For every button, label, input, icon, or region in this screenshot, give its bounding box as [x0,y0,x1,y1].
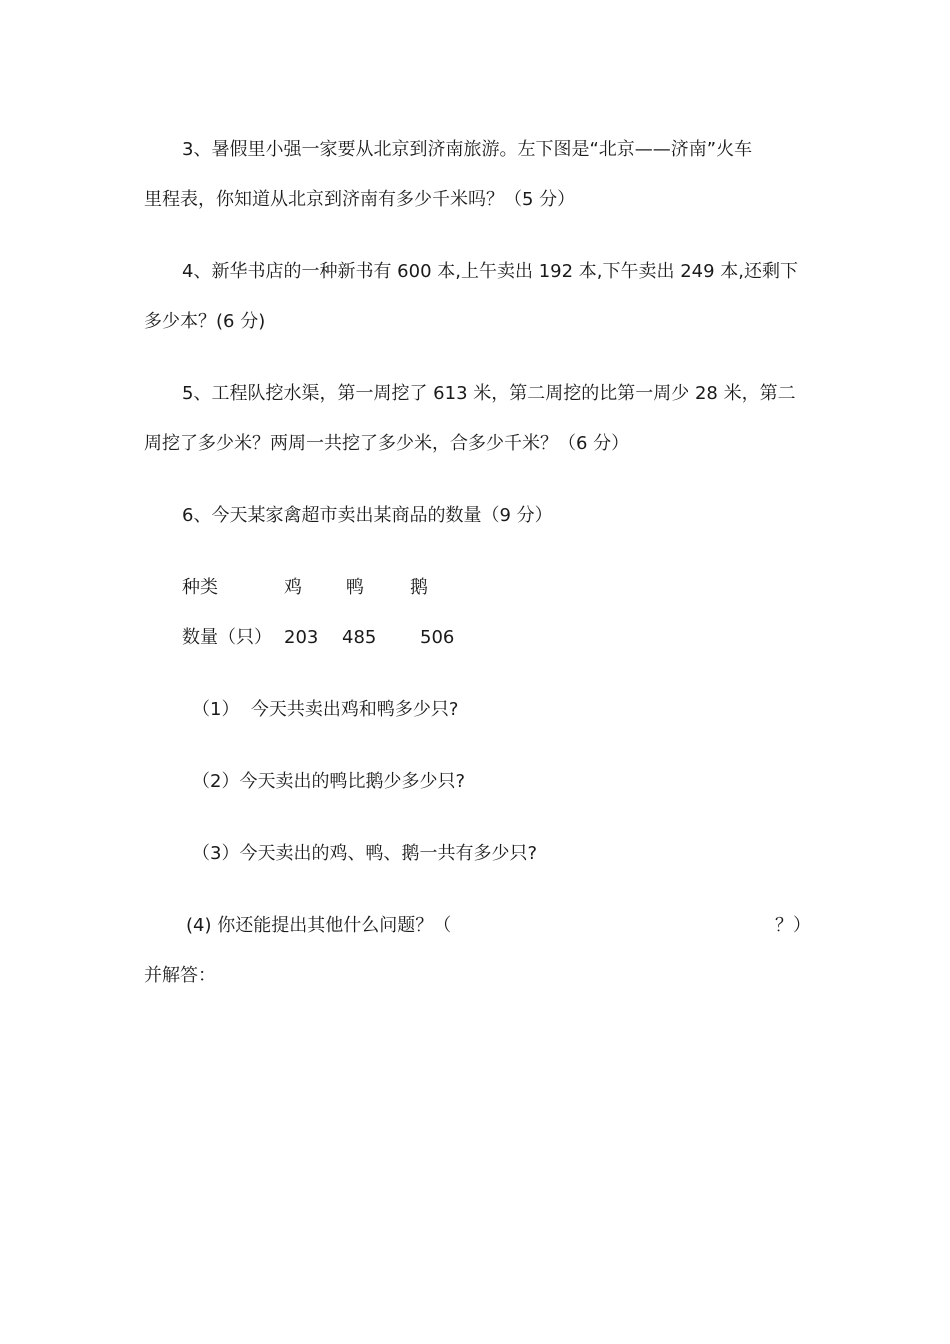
sub-question-2: （2）今天卖出的鸭比鹅少多少只? [192,771,466,792]
sub-question-4-answer-prompt: 并解答： [144,965,216,986]
question-4-line-1: 4、新华书店的一种新书有 600 本,上午卖出 192 本,下午卖出 249 本,还剩下 [182,261,799,282]
question-3-line-1: 3、暑假里小强一家要从北京到济南旅游。左下图是“北京——济南”火车 [182,139,753,160]
table-count-duck: 485 [342,627,377,648]
table-count-goose: 506 [420,627,455,648]
table-header-kind: 种类 [182,577,218,598]
table-kind-duck: 鸭 [346,577,364,598]
question-6-title: 6、今天某家禽超市卖出某商品的数量（9 分） [182,505,553,526]
table-kind-chicken: 鸡 [284,577,302,598]
question-5-line-1: 5、工程队挖水渠，第一周挖了 613 米，第二周挖的比第一周少 28 米，第二 [182,383,796,404]
question-4-line-2: 多少本？(6 分) [144,311,266,332]
table-header-count: 数量（只） [182,627,272,648]
sub-question-4-end: ？） [775,915,811,936]
question-3-line-2: 里程表，你知道从北京到济南有多少千米吗？（5 分） [144,189,576,210]
question-5-line-2: 周挖了多少米？两周一共挖了多少米，合多少千米？（6 分） [144,433,630,454]
sub-question-1: （1） 今天共卖出鸡和鸭多少只? [192,699,459,720]
sub-question-3: （3）今天卖出的鸡、鸭、鹅一共有多少只? [192,843,538,864]
sub-question-4-start: (4) 你还能提出其他什么问题？（ [186,915,452,936]
table-count-chicken: 203 [284,627,319,648]
table-kind-goose: 鹅 [410,577,428,598]
